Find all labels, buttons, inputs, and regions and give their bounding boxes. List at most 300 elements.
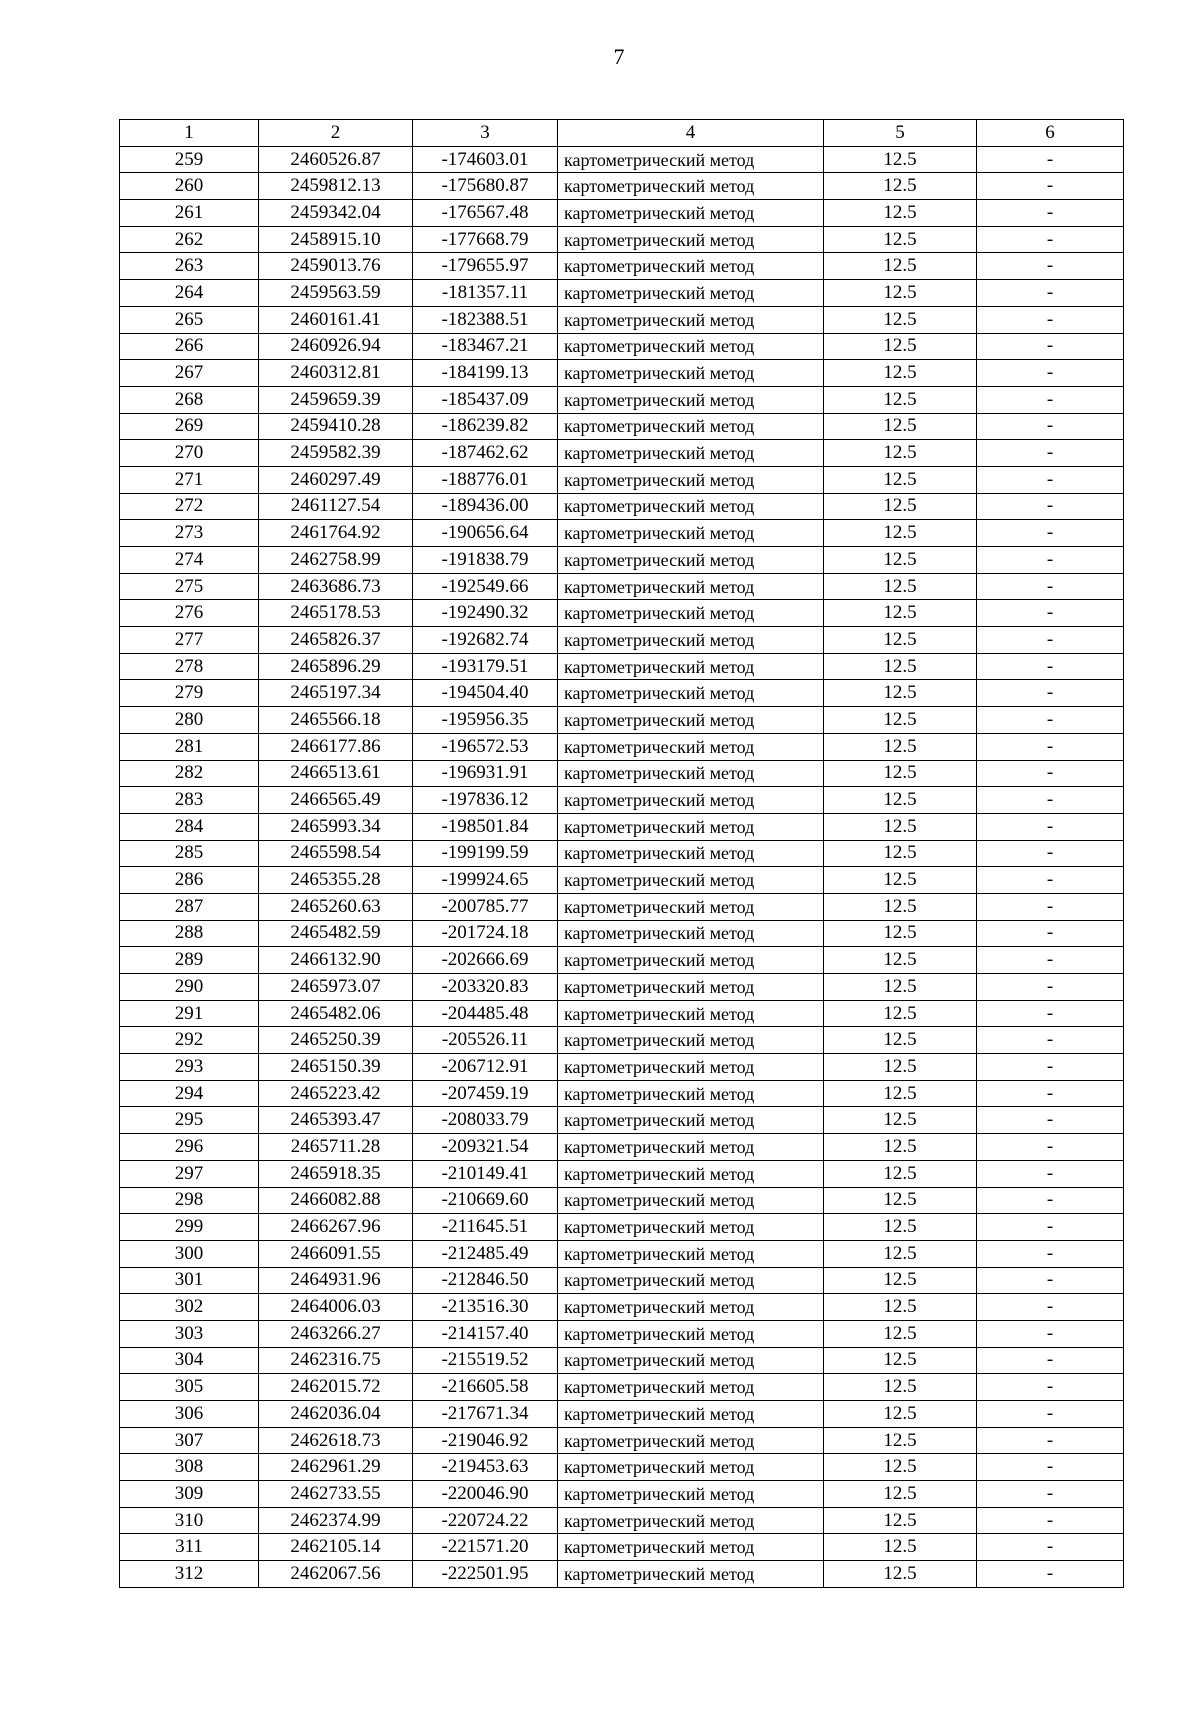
point-number-cell: 294 [120,1080,259,1107]
method-cell: картометрический метод [558,653,824,680]
method-cell: картометрический метод [558,547,824,574]
accuracy-cell: 12.5 [824,253,977,280]
x-coordinate-cell: 2462733.55 [259,1481,413,1508]
x-coordinate-cell: 2465566.18 [259,707,413,734]
x-coordinate-cell: 2459410.28 [259,413,413,440]
y-coordinate-cell: -222501.95 [413,1561,558,1588]
y-coordinate-cell: -214157.40 [413,1320,558,1347]
y-coordinate-cell: -219453.63 [413,1454,558,1481]
x-coordinate-cell: 2465711.28 [259,1134,413,1161]
header-col-5: 5 [824,120,977,147]
point-number-cell: 277 [120,627,259,654]
note-cell: - [977,1160,1124,1187]
method-cell: картометрический метод [558,1107,824,1134]
note-cell: - [977,573,1124,600]
x-coordinate-cell: 2462015.72 [259,1374,413,1401]
note-cell: - [977,333,1124,360]
table-row [120,1267,1124,1294]
header-col-1: 1 [120,120,259,147]
method-cell: картометрический метод [558,1294,824,1321]
table-row [120,520,1124,547]
table-row [120,1374,1124,1401]
point-number-cell: 269 [120,413,259,440]
point-number-cell: 303 [120,1320,259,1347]
method-cell: картометрический метод [558,306,824,333]
accuracy-cell: 12.5 [824,1267,977,1294]
x-coordinate-cell: 2465260.63 [259,893,413,920]
accuracy-cell: 12.5 [824,653,977,680]
y-coordinate-cell: -197836.12 [413,787,558,814]
table-row [120,440,1124,467]
accuracy-cell: 12.5 [824,787,977,814]
y-coordinate-cell: -184199.13 [413,360,558,387]
point-number-cell: 300 [120,1240,259,1267]
method-cell: картометрический метод [558,253,824,280]
point-number-cell: 304 [120,1347,259,1374]
method-cell: картометрический метод [558,893,824,920]
y-coordinate-cell: -199199.59 [413,840,558,867]
point-number-cell: 285 [120,840,259,867]
table-row [120,707,1124,734]
method-cell: картометрический метод [558,333,824,360]
y-coordinate-cell: -210149.41 [413,1160,558,1187]
note-cell: - [977,1481,1124,1508]
x-coordinate-cell: 2462758.99 [259,547,413,574]
y-coordinate-cell: -186239.82 [413,413,558,440]
point-number-cell: 289 [120,947,259,974]
x-coordinate-cell: 2466513.61 [259,760,413,787]
note-cell: - [977,306,1124,333]
x-coordinate-cell: 2460526.87 [259,146,413,173]
point-number-cell: 295 [120,1107,259,1134]
point-number-cell: 272 [120,493,259,520]
y-coordinate-cell: -191838.79 [413,547,558,574]
method-cell: картометрический метод [558,1160,824,1187]
y-coordinate-cell: -199924.65 [413,867,558,894]
method-cell: картометрический метод [558,787,824,814]
x-coordinate-cell: 2466132.90 [259,947,413,974]
table-row [120,1294,1124,1321]
x-coordinate-cell: 2459563.59 [259,280,413,307]
x-coordinate-cell: 2459659.39 [259,386,413,413]
table-row [120,253,1124,280]
accuracy-cell: 12.5 [824,1454,977,1481]
point-number-cell: 288 [120,920,259,947]
x-coordinate-cell: 2465598.54 [259,840,413,867]
accuracy-cell: 12.5 [824,600,977,627]
coordinates-table [119,119,1124,1588]
point-number-cell: 270 [120,440,259,467]
x-coordinate-cell: 2463686.73 [259,573,413,600]
table-row [120,840,1124,867]
point-number-cell: 297 [120,1160,259,1187]
x-coordinate-cell: 2466082.88 [259,1187,413,1214]
method-cell: картометрический метод [558,1267,824,1294]
method-cell: картометрический метод [558,1027,824,1054]
table-row [120,1187,1124,1214]
table-row [120,573,1124,600]
note-cell: - [977,947,1124,974]
note-cell: - [977,1401,1124,1428]
accuracy-cell: 12.5 [824,386,977,413]
accuracy-cell: 12.5 [824,573,977,600]
point-number-cell: 308 [120,1454,259,1481]
point-number-cell: 259 [120,146,259,173]
point-number-cell: 284 [120,813,259,840]
note-cell: - [977,1240,1124,1267]
method-cell: картометрический метод [558,1374,824,1401]
note-cell: - [977,1320,1124,1347]
table-body [120,146,1124,1587]
point-number-cell: 299 [120,1214,259,1241]
point-number-cell: 283 [120,787,259,814]
note-cell: - [977,466,1124,493]
accuracy-cell: 12.5 [824,680,977,707]
accuracy-cell: 12.5 [824,893,977,920]
accuracy-cell: 12.5 [824,413,977,440]
x-coordinate-cell: 2458915.10 [259,226,413,253]
point-number-cell: 278 [120,653,259,680]
method-cell: картометрический метод [558,1187,824,1214]
table-row [120,627,1124,654]
note-cell: - [977,1027,1124,1054]
table-row [120,1401,1124,1428]
note-cell: - [977,1214,1124,1241]
accuracy-cell: 12.5 [824,333,977,360]
y-coordinate-cell: -194504.40 [413,680,558,707]
table-row [120,1160,1124,1187]
accuracy-cell: 12.5 [824,1214,977,1241]
point-number-cell: 286 [120,867,259,894]
note-cell: - [977,360,1124,387]
table-row [120,1214,1124,1241]
method-cell: картометрический метод [558,1481,824,1508]
table-row [120,1454,1124,1481]
method-cell: картометрический метод [558,440,824,467]
method-cell: картометрический метод [558,1347,824,1374]
point-number-cell: 280 [120,707,259,734]
method-cell: картометрический метод [558,466,824,493]
y-coordinate-cell: -193179.51 [413,653,558,680]
method-cell: картометрический метод [558,1427,824,1454]
y-coordinate-cell: -217671.34 [413,1401,558,1428]
method-cell: картометрический метод [558,1080,824,1107]
y-coordinate-cell: -189436.00 [413,493,558,520]
note-cell: - [977,1267,1124,1294]
point-number-cell: 307 [120,1427,259,1454]
x-coordinate-cell: 2465993.34 [259,813,413,840]
y-coordinate-cell: -196931.91 [413,760,558,787]
accuracy-cell: 12.5 [824,1054,977,1081]
method-cell: картометрический метод [558,1240,824,1267]
x-coordinate-cell: 2459013.76 [259,253,413,280]
method-cell: картометрический метод [558,733,824,760]
method-cell: картометрический метод [558,1454,824,1481]
x-coordinate-cell: 2465178.53 [259,600,413,627]
point-number-cell: 293 [120,1054,259,1081]
table-row [120,306,1124,333]
point-number-cell: 267 [120,360,259,387]
x-coordinate-cell: 2465973.07 [259,974,413,1001]
note-cell: - [977,1347,1124,1374]
x-coordinate-cell: 2461127.54 [259,493,413,520]
point-number-cell: 305 [120,1374,259,1401]
note-cell: - [977,1107,1124,1134]
x-coordinate-cell: 2462067.56 [259,1561,413,1588]
table-header-row [120,120,1124,147]
table-row [120,173,1124,200]
table-row [120,760,1124,787]
point-number-cell: 268 [120,386,259,413]
table-row [120,653,1124,680]
method-cell: картометрический метод [558,867,824,894]
note-cell: - [977,787,1124,814]
point-number-cell: 302 [120,1294,259,1321]
point-number-cell: 276 [120,600,259,627]
header-col-4: 4 [558,120,824,147]
note-cell: - [977,1534,1124,1561]
method-cell: картометрический метод [558,1534,824,1561]
accuracy-cell: 12.5 [824,1000,977,1027]
y-coordinate-cell: -185437.09 [413,386,558,413]
accuracy-cell: 12.5 [824,466,977,493]
x-coordinate-cell: 2462374.99 [259,1507,413,1534]
y-coordinate-cell: -203320.83 [413,974,558,1001]
header-col-2: 2 [259,120,413,147]
point-number-cell: 273 [120,520,259,547]
accuracy-cell: 12.5 [824,1107,977,1134]
table-row [120,920,1124,947]
point-number-cell: 281 [120,733,259,760]
x-coordinate-cell: 2465896.29 [259,653,413,680]
method-cell: картометрический метод [558,1054,824,1081]
table-row [120,813,1124,840]
accuracy-cell: 12.5 [824,627,977,654]
note-cell: - [977,840,1124,867]
method-cell: картометрический метод [558,1401,824,1428]
accuracy-cell: 12.5 [824,840,977,867]
point-number-cell: 309 [120,1481,259,1508]
x-coordinate-cell: 2466267.96 [259,1214,413,1241]
x-coordinate-cell: 2465918.35 [259,1160,413,1187]
accuracy-cell: 12.5 [824,226,977,253]
table-row [120,200,1124,227]
point-number-cell: 262 [120,226,259,253]
y-coordinate-cell: -198501.84 [413,813,558,840]
x-coordinate-cell: 2462105.14 [259,1534,413,1561]
table-row [120,226,1124,253]
method-cell: картометрический метод [558,920,824,947]
method-cell: картометрический метод [558,493,824,520]
point-number-cell: 310 [120,1507,259,1534]
accuracy-cell: 12.5 [824,1240,977,1267]
y-coordinate-cell: -181357.11 [413,280,558,307]
y-coordinate-cell: -192549.66 [413,573,558,600]
table-row [120,1080,1124,1107]
table-row [120,466,1124,493]
table-row [120,733,1124,760]
accuracy-cell: 12.5 [824,1134,977,1161]
y-coordinate-cell: -221571.20 [413,1534,558,1561]
note-cell: - [977,200,1124,227]
table-row [120,787,1124,814]
note-cell: - [977,867,1124,894]
note-cell: - [977,280,1124,307]
y-coordinate-cell: -179655.97 [413,253,558,280]
table-row [120,893,1124,920]
method-cell: картометрический метод [558,173,824,200]
x-coordinate-cell: 2462961.29 [259,1454,413,1481]
table-row [120,1054,1124,1081]
note-cell: - [977,600,1124,627]
header-col-6: 6 [977,120,1124,147]
y-coordinate-cell: -202666.69 [413,947,558,974]
y-coordinate-cell: -213516.30 [413,1294,558,1321]
note-cell: - [977,520,1124,547]
note-cell: - [977,1454,1124,1481]
method-cell: картометрический метод [558,1320,824,1347]
point-number-cell: 292 [120,1027,259,1054]
accuracy-cell: 12.5 [824,146,977,173]
y-coordinate-cell: -208033.79 [413,1107,558,1134]
y-coordinate-cell: -204485.48 [413,1000,558,1027]
accuracy-cell: 12.5 [824,733,977,760]
x-coordinate-cell: 2462036.04 [259,1401,413,1428]
y-coordinate-cell: -188776.01 [413,466,558,493]
accuracy-cell: 12.5 [824,1374,977,1401]
x-coordinate-cell: 2460312.81 [259,360,413,387]
table-row [120,680,1124,707]
x-coordinate-cell: 2462618.73 [259,1427,413,1454]
note-cell: - [977,493,1124,520]
note-cell: - [977,173,1124,200]
accuracy-cell: 12.5 [824,1507,977,1534]
note-cell: - [977,760,1124,787]
accuracy-cell: 12.5 [824,173,977,200]
x-coordinate-cell: 2460926.94 [259,333,413,360]
method-cell: картометрический метод [558,1214,824,1241]
y-coordinate-cell: -183467.21 [413,333,558,360]
x-coordinate-cell: 2465250.39 [259,1027,413,1054]
table-row [120,974,1124,1001]
y-coordinate-cell: -210669.60 [413,1187,558,1214]
method-cell: картометрический метод [558,1507,824,1534]
y-coordinate-cell: -196572.53 [413,733,558,760]
y-coordinate-cell: -174603.01 [413,146,558,173]
note-cell: - [977,1294,1124,1321]
accuracy-cell: 12.5 [824,547,977,574]
note-cell: - [977,547,1124,574]
table-row [120,1107,1124,1134]
method-cell: картометрический метод [558,813,824,840]
y-coordinate-cell: -200785.77 [413,893,558,920]
method-cell: картометрический метод [558,146,824,173]
table-row [120,146,1124,173]
x-coordinate-cell: 2465197.34 [259,680,413,707]
point-number-cell: 263 [120,253,259,280]
x-coordinate-cell: 2459582.39 [259,440,413,467]
table-row [120,1427,1124,1454]
table-row [120,333,1124,360]
y-coordinate-cell: -187462.62 [413,440,558,467]
accuracy-cell: 12.5 [824,920,977,947]
point-number-cell: 271 [120,466,259,493]
method-cell: картометрический метод [558,840,824,867]
accuracy-cell: 12.5 [824,760,977,787]
y-coordinate-cell: -192490.32 [413,600,558,627]
note-cell: - [977,1427,1124,1454]
point-number-cell: 282 [120,760,259,787]
x-coordinate-cell: 2466565.49 [259,787,413,814]
point-number-cell: 266 [120,333,259,360]
point-number-cell: 265 [120,306,259,333]
accuracy-cell: 12.5 [824,1160,977,1187]
x-coordinate-cell: 2460297.49 [259,466,413,493]
point-number-cell: 306 [120,1401,259,1428]
table-row [120,1027,1124,1054]
method-cell: картометрический метод [558,200,824,227]
x-coordinate-cell: 2465826.37 [259,627,413,654]
y-coordinate-cell: -212846.50 [413,1267,558,1294]
y-coordinate-cell: -209321.54 [413,1134,558,1161]
x-coordinate-cell: 2459812.13 [259,173,413,200]
note-cell: - [977,1080,1124,1107]
table-row [120,1507,1124,1534]
point-number-cell: 274 [120,547,259,574]
method-cell: картометрический метод [558,600,824,627]
table-row [120,947,1124,974]
note-cell: - [977,707,1124,734]
x-coordinate-cell: 2459342.04 [259,200,413,227]
accuracy-cell: 12.5 [824,1187,977,1214]
accuracy-cell: 12.5 [824,1080,977,1107]
y-coordinate-cell: -195956.35 [413,707,558,734]
x-coordinate-cell: 2463266.27 [259,1320,413,1347]
note-cell: - [977,733,1124,760]
method-cell: картометрический метод [558,573,824,600]
note-cell: - [977,386,1124,413]
x-coordinate-cell: 2465223.42 [259,1080,413,1107]
y-coordinate-cell: -211645.51 [413,1214,558,1241]
point-number-cell: 261 [120,200,259,227]
point-number-cell: 287 [120,893,259,920]
method-cell: картометрический метод [558,974,824,1001]
table-row [120,547,1124,574]
note-cell: - [977,1374,1124,1401]
method-cell: картометрический метод [558,680,824,707]
x-coordinate-cell: 2465355.28 [259,867,413,894]
note-cell: - [977,1187,1124,1214]
accuracy-cell: 12.5 [824,974,977,1001]
table-row [120,280,1124,307]
method-cell: картометрический метод [558,1134,824,1161]
point-number-cell: 301 [120,1267,259,1294]
y-coordinate-cell: -201724.18 [413,920,558,947]
note-cell: - [977,1134,1124,1161]
table-row [120,1134,1124,1161]
x-coordinate-cell: 2460161.41 [259,306,413,333]
point-number-cell: 291 [120,1000,259,1027]
table-row [120,600,1124,627]
note-cell: - [977,1054,1124,1081]
y-coordinate-cell: -212485.49 [413,1240,558,1267]
accuracy-cell: 12.5 [824,280,977,307]
y-coordinate-cell: -190656.64 [413,520,558,547]
header-col-3: 3 [413,120,558,147]
y-coordinate-cell: -215519.52 [413,1347,558,1374]
table-row [120,1320,1124,1347]
page-number: 7 [613,44,625,69]
